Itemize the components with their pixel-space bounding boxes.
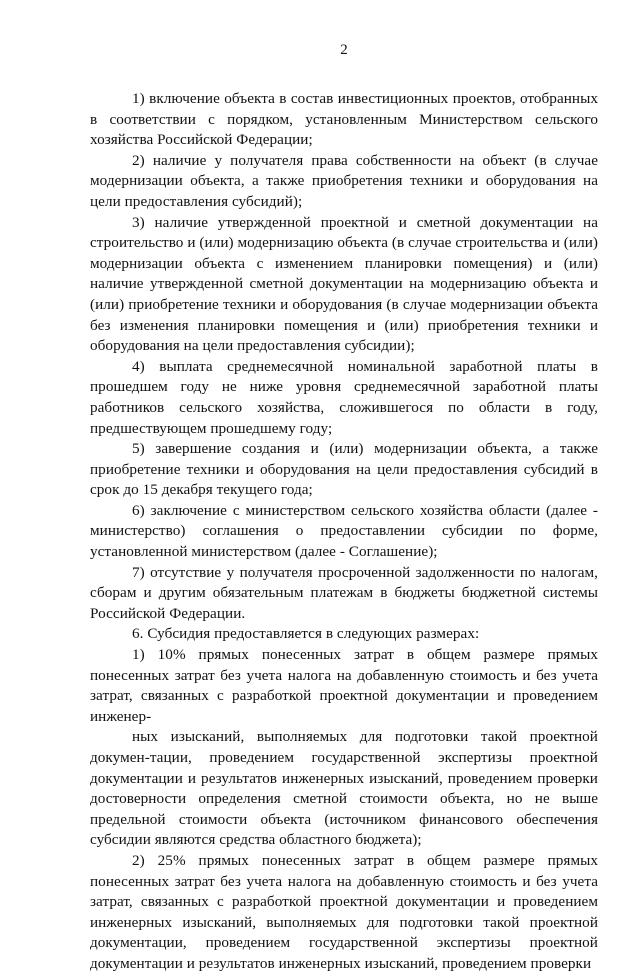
paragraph-item-3: 3) наличие утвержденной проектной и сметной документации на строительство и (или) модернизацию объекта (в случае строительства и (или) модернизации объекта с изменением планировки помещения) и (или) наличие утвержденной сметной документации на модернизацию объекта и (или) приобретение техники и оборудования (в случае модернизации объекта без изменения планировки помещения и (или) приобретения техники и оборудования на цели предоставления субсидии);: [90, 213, 598, 355]
page-number: 2: [340, 42, 348, 58]
paragraph-item-4: 4) выплата среднемесячной номинальной заработной платы в прошедшем году не ниже уровня среднемесячной заработной платы работников сельского хозяйства, сложившегося по области в году, предшествующем прошедшему году;: [90, 357, 598, 437]
paragraph-item-6: 6) заключение с министерством сельского хозяйства области (далее - министерство) соглашения о предоставлении субсидии по форме, установленной министерством (далее - Соглашение);: [90, 501, 598, 561]
section-6-heading: 6. Субсидия предоставляется в следующих размерах:: [132, 625, 480, 643]
subsidy-size-item-2: 2) 25% прямых понесенных затрат в общем размере прямых понесенных затрат без учета налога на добавленную стоимость и без учета затрат, связанных с разработкой проектной документации и проведением инженерных изысканий, выполняемых для подготовки такой проектной документации, проведением государственной экспертизы проектной документации и результатов инженерных изысканий, проведением проверки: [90, 851, 598, 972]
subsidy-size-item-1-start: 1) 10% прямых понесенных затрат в общем размере прямых понесенных затрат без учета налога на добавленную стоимость и без учета затрат, связанных с разработкой проектной документации и проведением инженер-: [90, 646, 598, 725]
paragraph-item-2: 2) наличие у получателя права собственности на объект (в случае модернизации объекта, а также приобретения техники и оборудования на цели предоставления субсидий);: [90, 151, 598, 210]
paragraph-item-1: 1) включение объекта в состав инвестиционных проектов, отобранных в соответствии с порядком, установленным Министерством сельского хозяйства Российской Федерации;: [90, 90, 598, 149]
paragraph-item-7: 7) отсутствие у получателя просроченной задолженности по налогам, сборам и другим обязательным платежам в бюджеты бюджетной системы Российской Федерации.: [90, 563, 598, 622]
paragraph-item-5: 5) завершение создания и (или) модернизации объекта, а также приобретение техники и оборудования на цели предоставления субсидий в срок до 15 декабря текущего года;: [90, 440, 598, 499]
subsidy-size-item-1-continued: ных изысканий, выполняемых для подготовки такой проектной докумен-тации, проведением государственной экспертизы проектной документации и результатов инженерных изысканий, проведением проверки достоверности определения сметной стоимости объекта, но не выше предельной стоимости объекта (источником финансового обеспечения субсидии являются средства областного бюджета);: [90, 728, 598, 849]
